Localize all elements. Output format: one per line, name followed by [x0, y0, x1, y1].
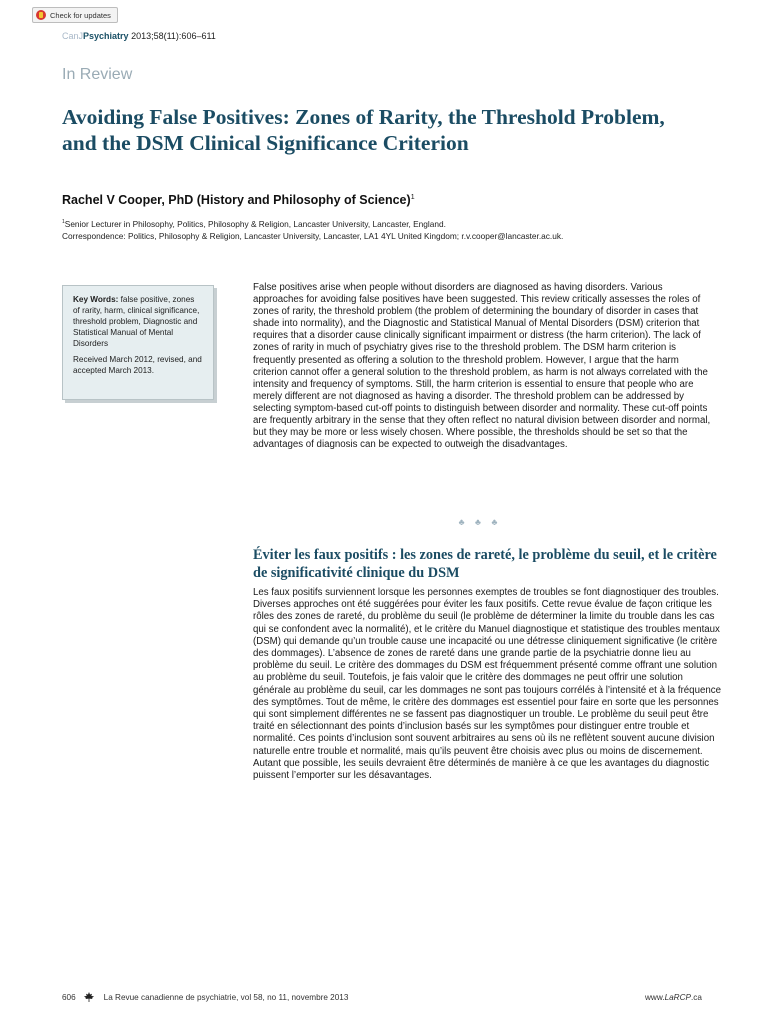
journal-name-psychiatry: Psychiatry — [83, 31, 129, 41]
footer-url-link[interactable]: www.LaRCP.ca — [645, 993, 702, 1002]
check-for-updates-button[interactable] — [32, 7, 118, 23]
affiliation-line-1: $^1$Senior Lecturer in Philosophy, Politics, Philosophy & Religion, Lancaster University, Lancaster, England. — [62, 218, 446, 229]
author-sup: 1 — [410, 193, 415, 201]
footer-journal: La Revue canadienne de psychiatrie, vol 58, no 11, novembre 2013 — [103, 992, 349, 1002]
received-dates: Received March 2012, revised, and accepted March 2013. — [73, 355, 202, 375]
affiliation-line-2: Correspondence: Politics, Philosophy & Religion, Lancaster University, Lancaster, LA1 4YL United Kingdom; r.v.cooper@lancaster.ac.uk. — [62, 230, 564, 241]
abstract-english: False positives arise when people without disorders are diagnosed as having disorders. Various approaches for avoiding false positives have been suggested. This review critically assesses the roles of zones of rarity, the threshold problem (the problem of determining the boundary of disorder in cases that shade into normality), and the Diagnostic and Statistical Manual of Mental Disorders (DSM) criterion that requires that a disorder cause clinically significant impairment or distress (the harm criterion). The lack of zones of rarity in much of psychiatry gives rise to the threshold problem. The DSM harm criterion is frequently presented as offering a solution to the threshold problem. However, I argue that the harm criterion cannot offer a general solution to the threshold problem, as harm is not always correlated with the intensity and frequency of symptoms. Still, the harm criterion is essential to ensure that people who are merely different are not diagnosed as having a disorder. The threshold problem can be addressed by selecting symptom-based cut-off points to distinguish between disorder and normality. These cut-off points are frequently arbitrary in the sense that they often reflect no natural division between disorder and normal, but they may be more or less wisely chosen. Where possible, the thresholds should be set so that the advantages of diagnosis can be expected to outweigh the disadvantages. — [253, 282, 711, 451]
keywords-label: Key Words: — [73, 295, 119, 304]
page-number: 606 — [62, 992, 76, 1002]
section-label: In Review — [62, 66, 133, 83]
check-for-updates-label: Check for updates — [50, 10, 111, 20]
ornament-divider: ♣ ♣ ♣ — [458, 517, 502, 527]
footer-left — [62, 992, 348, 1002]
article-title: Avoiding False Positives: Zones of Rarity, the Threshold Problem, and the DSM Clinical Significance Criterion — [62, 105, 665, 155]
journal-name-can: CanJ — [62, 31, 84, 41]
check-updates-icon — [36, 10, 46, 20]
author-line — [62, 193, 415, 207]
journal-citation — [62, 31, 216, 41]
maple-leaf-icon — [84, 992, 94, 1002]
abstract-french: Les faux positifs surviennent lorsque les personnes exemptes de troubles se font diagnostiquer des troubles. Diverses approches ont été suggérées pour éviter les faux positifs. Cette revue évalue de façon critique les rôles des zones de rareté, du problème du seuil (le problème de déterminer la limite du trouble dans les cas qui se confondent avec la normalité), et le critère du Manuel diagnostique et statistique des troubles mentaux (DSM) qui demande qu’un trouble cause une incapacité ou une détresse cliniquement significative (le critère des dommages). L’absence de zones de rareté dans une grande partie de la psychiatrie donne lieu au problème du seuil. Le critère des dommages du DSM est fréquemment présenté comme offrant une solution au problème du seuil. Toutefois, je fais valoir que le critère des dommages ne peut offrir une solution générale au problème du seuil, car les dommages ne sont pas toujours corrélés à l’intensité et à la fréquence des symptômes. Tout de même, le critère des dommages est essentiel pour faire en sorte que les personnes qui sont simplement différentes ne se fassent pas diagnostiquer un trouble. Le problème du seuil peut être traité en sélectionnant des points d’inclusion basés sur les symptômes pour distinguer entre trouble et normalité. Ces points d’inclusion sont souvent arbitraires au sens où ils ne reflètent souvent aucune division naturelle entre trouble et normalité, mais qu’ils peuvent être choisis avec plus ou moins de discernement. Autant que possible, les seuils devraient être déterminés de manière à ce que les avantages du diagnostic puissent l’emporter sur les désavantages. — [253, 587, 721, 782]
affiliation — [62, 216, 702, 242]
keywords-text: Key Words: false positive, zones of rarity, harm, clinical significance, threshold problem, Diagnostic and Statistical Manual of Mental Disorders — [73, 295, 200, 348]
journal-citation-text: 2013;58(11):606–611 — [131, 31, 216, 41]
french-title: Éviter les faux positifs : les zones de rareté, le problème du seuil, et le critère de significativité clinique du DSM — [253, 547, 717, 581]
keywords-box — [62, 285, 214, 400]
author-name: Rachel V Cooper, PhD (History and Philosophy of Science) — [62, 193, 411, 207]
affiliation-sup: 1 — [62, 219, 65, 225]
